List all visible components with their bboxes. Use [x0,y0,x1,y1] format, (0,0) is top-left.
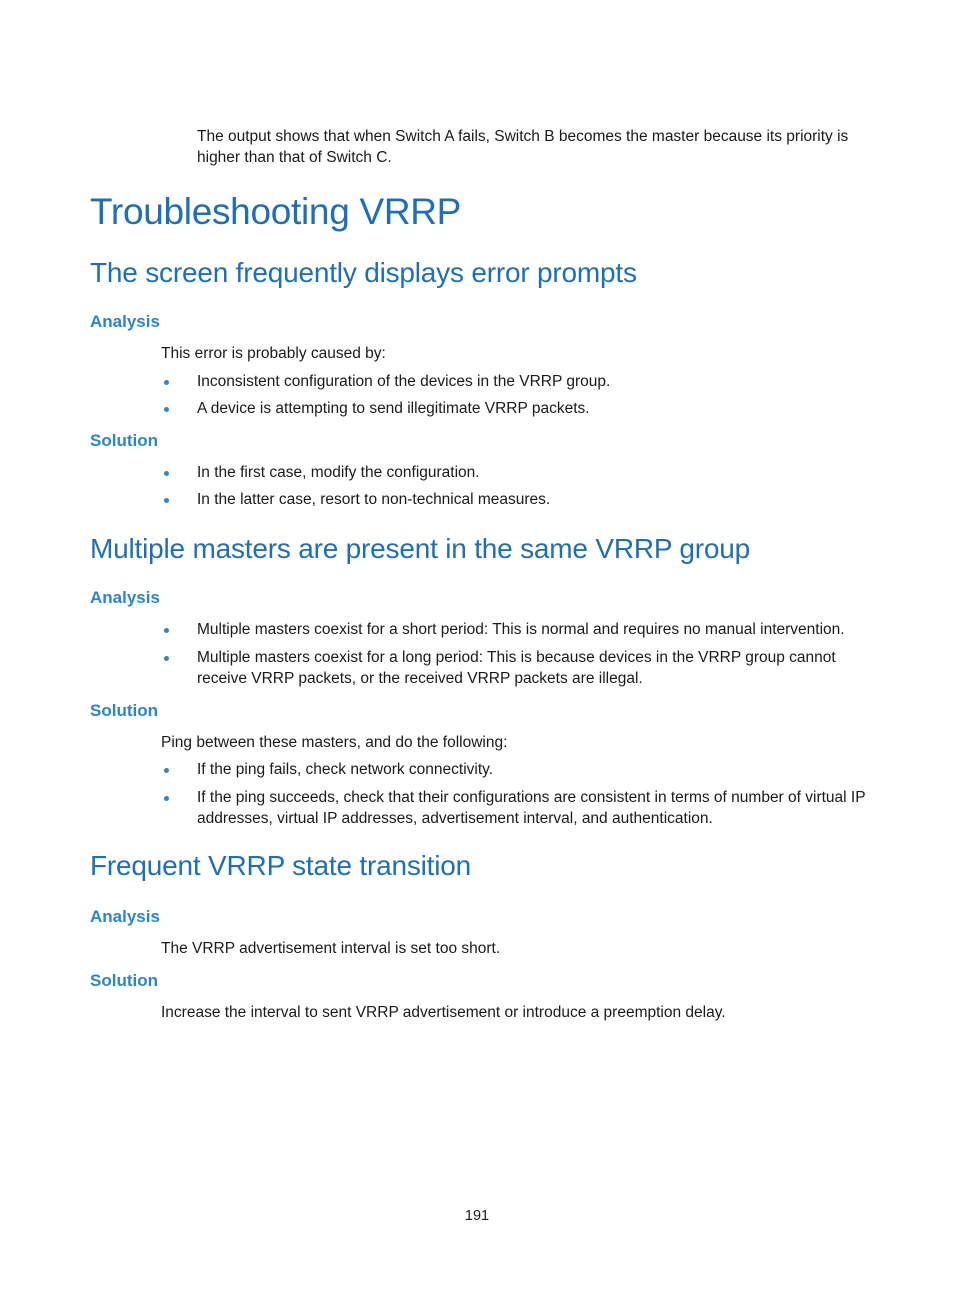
analysis-heading: Analysis [90,312,160,331]
bullet-icon [164,380,169,385]
solution-heading: Solution [90,431,158,450]
solution-paragraph: Ping between these masters, and do the following: [161,734,508,751]
section-heading-state-transition: Frequent VRRP state transition [90,850,472,881]
bullet-icon [164,498,169,503]
list-item-text: If the ping fails, check network connectivity. [197,761,494,778]
solution-heading: Solution [90,971,158,990]
bullet-icon [164,656,169,661]
bullet-icon [164,796,169,801]
solution-heading: Solution [90,701,158,720]
bullet-icon [164,471,169,476]
analysis-paragraph: The VRRP advertisement interval is set too short. [161,940,501,957]
page-title: Troubleshooting VRRP [90,191,462,232]
analysis-paragraph: This error is probably caused by: [161,345,386,362]
bullet-icon [164,768,169,773]
list-item-text: In the latter case, resort to non-technical measures. [197,491,551,508]
intro-paragraph: The output shows that when Switch A fails, Switch B becomes the master because its priority is higher than that of Switch C. [197,128,849,166]
solution-paragraph: Increase the interval to sent VRRP advertisement or introduce a preemption delay. [161,1004,726,1021]
section-heading-multiple-masters: Multiple masters are present in the same VRRP group [90,533,751,564]
list-item-text: Inconsistent configuration of the devices in the VRRP group. [197,373,611,390]
list-item-text: A device is attempting to send illegitimate VRRP packets. [197,400,590,417]
analysis-heading: Analysis [90,907,160,926]
section-heading-error-prompts: The screen frequently displays error prompts [90,257,637,288]
list-item-text: Multiple masters coexist for a short period: This is normal and requires no manual intervention. [197,621,845,638]
bullet-icon [164,407,169,412]
list-item-text: Multiple masters coexist for a long period: This is because devices in the VRRP group cannot receive VRRP packets, or the received VRRP packets are illegal. [197,649,836,687]
list-item-text: In the first case, modify the configuration. [197,464,480,481]
analysis-heading: Analysis [90,588,160,607]
bullet-icon [164,628,169,633]
list-item-text: If the ping succeeds, check that their configurations are consistent in terms of number of virtual IP addresses, virtual IP addresses, advertisement interval, and authentication. [197,789,866,827]
page-number: 191 [464,1208,490,1224]
